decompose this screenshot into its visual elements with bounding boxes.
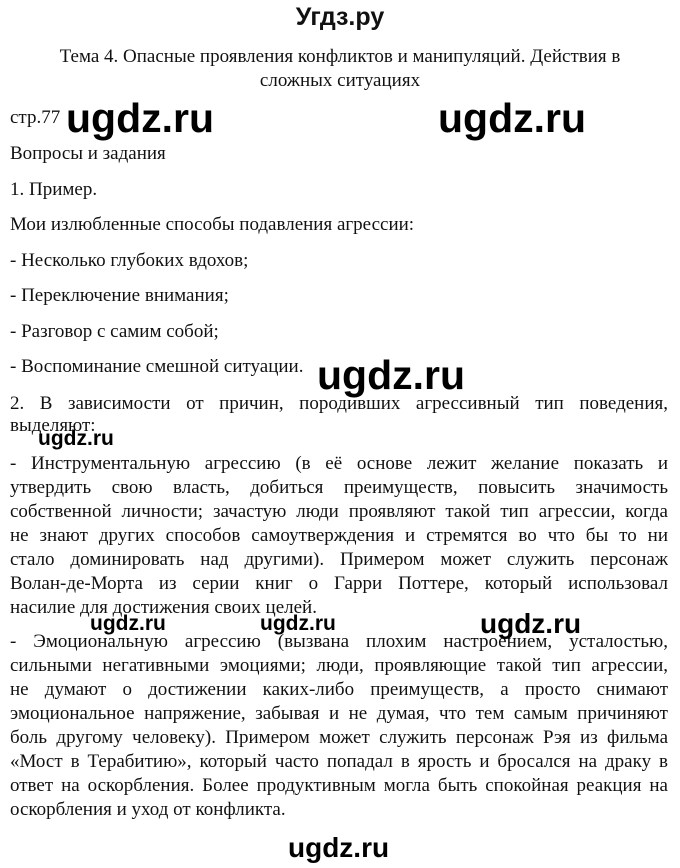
- task2-line: боль другому человеку). Примером может служить персонаж Рэя из фильма: [10, 727, 668, 748]
- section-title: Вопросы и задания: [10, 143, 166, 164]
- watermark: ugdz.ru: [317, 352, 466, 398]
- topic-heading: Тема 4. Опасные проявления конфликтов и манипуляций. Действия в сложных ситуациях: [59, 46, 621, 91]
- list-item: - Переключение внимания;: [10, 285, 229, 306]
- list-item: - Воспоминание смешной ситуации.: [10, 356, 304, 377]
- list-item: - Несколько глубоких вдохов;: [10, 250, 249, 271]
- task2-line: не знают других способов самоутверждения и стремятся во что бы то ни: [10, 525, 668, 546]
- task2-line: стало доминировать над другими). Примером может служить персонаж: [10, 549, 668, 570]
- watermark: ugdz.ru: [480, 608, 582, 639]
- task1-label: 1. Пример.: [10, 179, 98, 200]
- watermark: ugdz.ru: [90, 612, 166, 635]
- task2-line: оскорбления и уход от конфликта.: [10, 799, 286, 820]
- task2-line: собственной личности; зачастую люди проявляют такой тип агрессии, когда: [10, 501, 668, 522]
- watermark: ugdz.ru: [38, 427, 114, 450]
- task2-line: «Мост в Терабитию», который часто попадал в ярость и бросался на драку в: [10, 751, 668, 772]
- watermark: ugdz.ru: [438, 95, 587, 141]
- task2-line: 2. В зависимости от причин, породивших агрессивный тип поведения,: [10, 393, 668, 414]
- task2-line: сильными негативными эмоциями; люди, проявляющие такой тип агрессии,: [10, 655, 668, 676]
- task2-line: выделяют:: [10, 415, 96, 436]
- task2-line: эмоциональное напряжение, забывая и не думая, что тем самым причиняют: [10, 703, 668, 724]
- watermark: ugdz.ru: [260, 612, 336, 635]
- page-ref: стр.77: [10, 107, 61, 128]
- task2-line: ответ на оскорбления. Более продуктивным могла быть спокойная реакция на: [10, 775, 668, 796]
- task2-line: насилие для достижения своих целей.: [10, 597, 317, 618]
- task2-line: Волан-де-Морта из серии книг о Гарри Поттере, который использовал: [10, 573, 668, 594]
- task1-intro: Мои излюбленные способы подавления агрессии:: [10, 214, 415, 235]
- watermark: ugdz.ru: [288, 832, 390, 863]
- task2-line: - Инструментальную агрессию (в её основе лежит желание показать и: [10, 453, 668, 474]
- watermark: ugdz.ru: [66, 95, 215, 141]
- site-title: Угдз.ру: [295, 3, 385, 31]
- list-item: - Разговор с самим собой;: [10, 321, 219, 342]
- task2-line: - Эмоциональную агрессию (вызвана плохим настроением, усталостью,: [10, 631, 668, 652]
- task2-line: не думают о достижении каких-либо преимуществ, а просто снимают: [10, 679, 668, 700]
- task2-line: утвердить свою власть, добиться преимуществ, повысить значимость: [10, 477, 668, 498]
